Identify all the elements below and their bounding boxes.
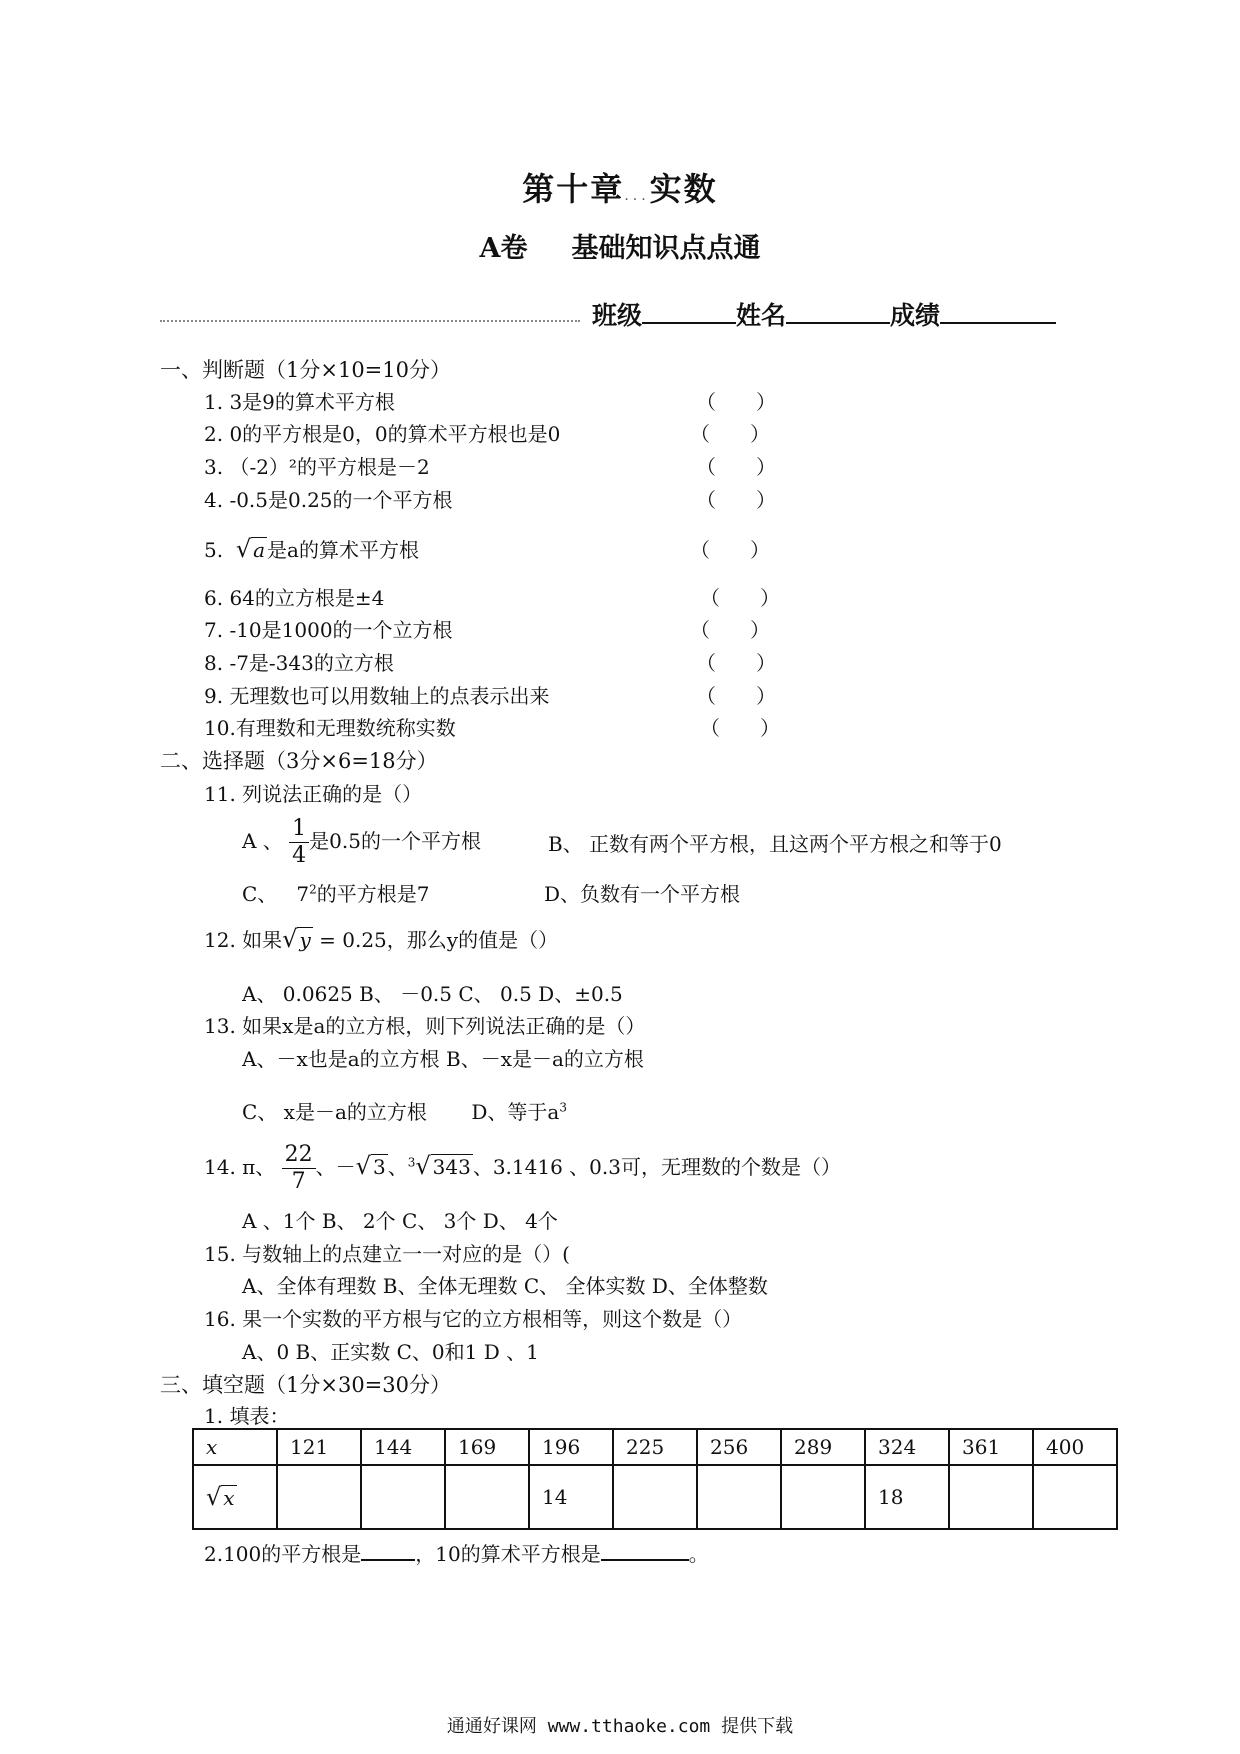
judge-item-8: 8. -7是-343的立方根: [204, 651, 394, 675]
header-cell: 225: [613, 1429, 697, 1465]
answer-cell[interactable]: [1033, 1465, 1117, 1529]
fill-blank-2[interactable]: [601, 1539, 689, 1561]
q14-stem: 14. π、 $\frac{22}{7}$ 、－√ 3 、$^3$√ 343 、3.1416 、0.3可，无理数的个数是（）: [204, 1142, 841, 1194]
q12-options: A、 0.0625 B、 －0.5 C、 0.5 D、±0.5: [242, 982, 623, 1006]
header-cell: 121: [277, 1429, 361, 1465]
sqrt-symbol: √: [235, 535, 252, 563]
answer-cell[interactable]: [277, 1465, 361, 1529]
header-cell: 324: [865, 1429, 949, 1465]
section-2-heading: 二、选择题（3分×6=18分）: [160, 749, 438, 773]
q16-options: A、0 B、正实数 C、0和1 D 、1: [242, 1340, 539, 1364]
answer-cell[interactable]: 18: [865, 1465, 949, 1529]
q15-stem: 15. 与数轴上的点建立一一对应的是（）(: [204, 1242, 570, 1266]
fraction-22-over-7: $\frac{22}{7}$: [282, 1142, 316, 1195]
answer-cell[interactable]: [949, 1465, 1033, 1529]
q13-stem: 13. 如果x是a的立方根，则下列说法正确的是（）: [204, 1014, 646, 1038]
judge-item-10: 10.有理数和无理数统称实数: [204, 716, 456, 740]
judge-item-5: 5. √ a 是a的算术平方根: [204, 535, 419, 563]
judge-item-7: 7. -10是1000的一个立方根: [204, 618, 453, 642]
q13-options-row2: C、 x是－a的立方根 D、等于$a^3$: [242, 1100, 567, 1124]
sqrt-symbol: √: [282, 925, 298, 953]
name-blank[interactable]: [786, 302, 890, 324]
paper-subtitle: A卷 基础知识点点通: [479, 233, 761, 264]
q16-stem: 16. 果一个实数的平方根与它的立方根相等，则这个数是（）: [204, 1307, 743, 1331]
answer-cell[interactable]: [361, 1465, 445, 1529]
judge-item-1: 1. 3是9的算术平方根: [204, 390, 395, 414]
q11-option-c: C、 $7^2$的平方根是7: [242, 882, 430, 906]
fill-q1-label: 1. 填表：: [204, 1404, 290, 1428]
class-blank[interactable]: [642, 302, 736, 324]
header-cell: 361: [949, 1429, 1033, 1465]
score-label: 成绩: [890, 301, 941, 330]
q11-stem: 11. 列说法正确的是（）: [204, 782, 423, 806]
header-cell: 289: [781, 1429, 865, 1465]
judge-item-9: 9. 无理数也可以用数轴上的点表示出来: [204, 684, 550, 708]
page-footer: 通通好课网 www.tthaoke.com 提供下载: [446, 1716, 794, 1737]
answer-paren-7[interactable]: （ ）: [690, 618, 770, 642]
cube-root-symbol: √: [415, 1152, 431, 1180]
table-row: [193, 1429, 1117, 1465]
title-dots: ...: [624, 188, 650, 204]
section-1-heading: 一、判断题（1分×10=10分）: [160, 358, 451, 382]
answer-paren-4[interactable]: （ ）: [696, 488, 776, 512]
answer-cell[interactable]: [697, 1465, 781, 1529]
header-cell: 169: [445, 1429, 529, 1465]
section-3-heading: 三、填空题（1分×30=30分）: [160, 1373, 451, 1397]
answer-paren-2[interactable]: （ ）: [690, 422, 770, 446]
answer-cell[interactable]: [445, 1465, 529, 1529]
judge-item-3: 3. （-2）²的平方根是－2: [204, 455, 430, 479]
repeating-decimal-digit: 3: [608, 1155, 621, 1179]
header-cell: 196: [529, 1429, 613, 1465]
header-cell: 400: [1033, 1429, 1117, 1465]
answer-paren-1[interactable]: （ ）: [696, 390, 776, 414]
answer-paren-3[interactable]: （ ）: [696, 455, 776, 479]
answer-paren-6[interactable]: （ ）: [700, 586, 780, 610]
q11-option-b: B、 正数有两个平方根，且这两个平方根之和等于0: [548, 832, 1002, 856]
answer-cell[interactable]: [781, 1465, 865, 1529]
sqrt-symbol: √: [206, 1483, 222, 1511]
header-cell: 256: [697, 1429, 781, 1465]
row-label-x: x: [193, 1429, 277, 1465]
fill-q2: 2.100的平方根是 ，10的算术平方根是 。: [204, 1538, 709, 1567]
square-root-table: [192, 1428, 1118, 1530]
q15-options: A、全体有理数 B、全体无理数 C、 全体实数 D、全体整数: [242, 1274, 768, 1298]
fraction-one-quarter: $\frac{1}{4}$: [289, 816, 309, 869]
judge-item-6: 6. 64的立方根是±4: [204, 586, 385, 610]
judge-item-2: 2. 0的平方根是0，0的算术平方根也是0: [204, 422, 561, 446]
judge-item-4: 4. -0.5是0.25的一个平方根: [204, 488, 453, 512]
row-label-sqrt-x: √ x: [193, 1465, 277, 1529]
q11-option-d: D、负数有一个平方根: [544, 882, 741, 906]
fill-blank-1[interactable]: [361, 1539, 415, 1561]
table-row: [193, 1465, 1117, 1529]
name-label: 姓名: [736, 301, 787, 330]
student-info-row: [160, 296, 1060, 330]
class-label: 班级: [592, 301, 643, 330]
answer-paren-5[interactable]: （ ）: [690, 538, 770, 562]
answer-paren-10[interactable]: （ ）: [700, 716, 780, 740]
dotted-leader: [160, 320, 580, 322]
chapter-title: 第十章...实数: [522, 170, 718, 208]
q14-options: A 、1个 B、 2个 C、 3个 D、 4个: [242, 1209, 558, 1233]
answer-cell[interactable]: 14: [529, 1465, 613, 1529]
header-cell: 144: [361, 1429, 445, 1465]
sqrt-symbol: √: [355, 1152, 371, 1180]
q13-options-row1: A、－x也是a的立方根 B、－x是－a的立方根: [242, 1047, 644, 1071]
q12-stem: 12. 如果√ y = 0.25，那么y的值是（）: [204, 925, 559, 953]
answer-paren-9[interactable]: （ ）: [696, 684, 776, 708]
q11-option-a: A 、 $\frac{1}{4}$ 是0.5的一个平方根: [242, 816, 481, 868]
answer-cell[interactable]: [613, 1465, 697, 1529]
answer-paren-8[interactable]: （ ）: [696, 651, 776, 675]
score-blank[interactable]: [940, 302, 1056, 324]
